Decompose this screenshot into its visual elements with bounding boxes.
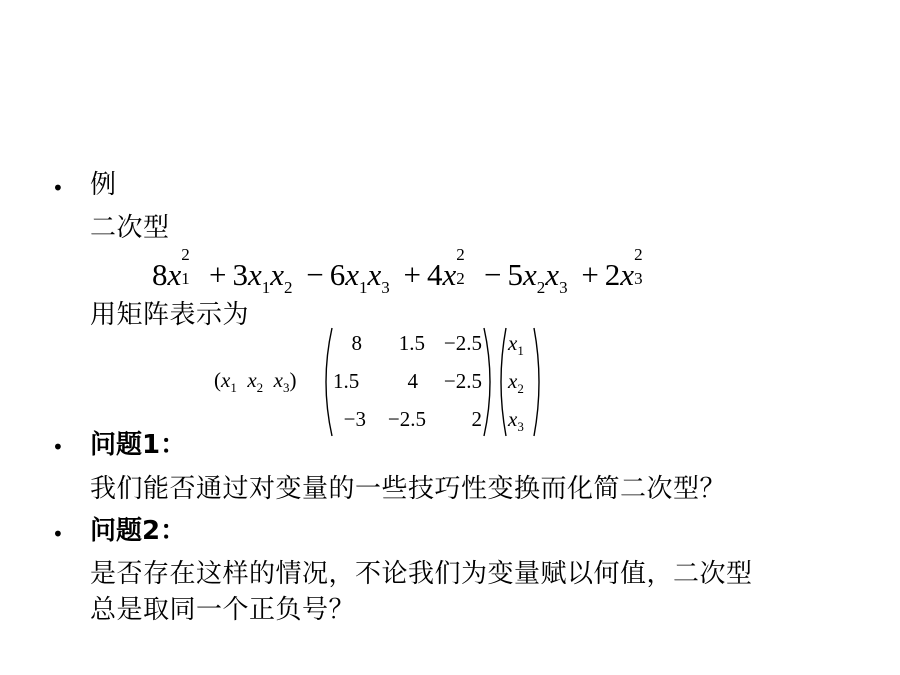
bullet-marker: • bbox=[52, 522, 64, 546]
matrix-cell: 1.5 bbox=[398, 331, 425, 355]
matrix-cell: 8 bbox=[351, 331, 362, 355]
example-label: 例 bbox=[90, 170, 117, 200]
question1-title: 问题1： bbox=[90, 430, 187, 460]
matrix-cell: 1.5 bbox=[333, 369, 360, 393]
bullet-marker: • bbox=[52, 176, 64, 200]
question2-line2: 总是取同一个正负号？ bbox=[90, 595, 356, 625]
question2-line1: 是否存在这样的情况，不论我们为变量赋以何值，二次型 bbox=[90, 559, 753, 589]
matrix-cell: 2 bbox=[471, 407, 482, 431]
matrix-cell: 4 bbox=[407, 369, 418, 393]
column-vector-entry: $x_2$ bbox=[508, 369, 524, 396]
bullet-marker: • bbox=[52, 435, 64, 459]
question2-title: 问题2： bbox=[90, 516, 187, 546]
matrix-intro: 用矩阵表示为 bbox=[90, 300, 250, 330]
matrix-cell: −3 bbox=[343, 407, 366, 431]
quadratic-form-equation: 8x 2 1 + $3x_1x_2 - 6x_1x_3 + 4x$ 2 2 − $5x_2x_3 + 2x$ 2 3 bbox=[152, 245, 643, 297]
column-vector-entry: $x_1$ bbox=[508, 331, 524, 358]
column-vector-entry: $x_3$ bbox=[508, 407, 524, 434]
row-vector: ($x_1$ $x_2$ $x_3$) bbox=[214, 368, 297, 395]
matrix-cell: −2.5 bbox=[443, 369, 482, 393]
matrix-cell: −2.5 bbox=[443, 331, 482, 355]
quadratic-form-label: 二次型 bbox=[90, 213, 170, 243]
question1-text: 我们能否通过对变量的一些技巧性变换而化简二次型？ bbox=[90, 474, 727, 504]
matrix-cell: −2.5 bbox=[387, 407, 426, 431]
